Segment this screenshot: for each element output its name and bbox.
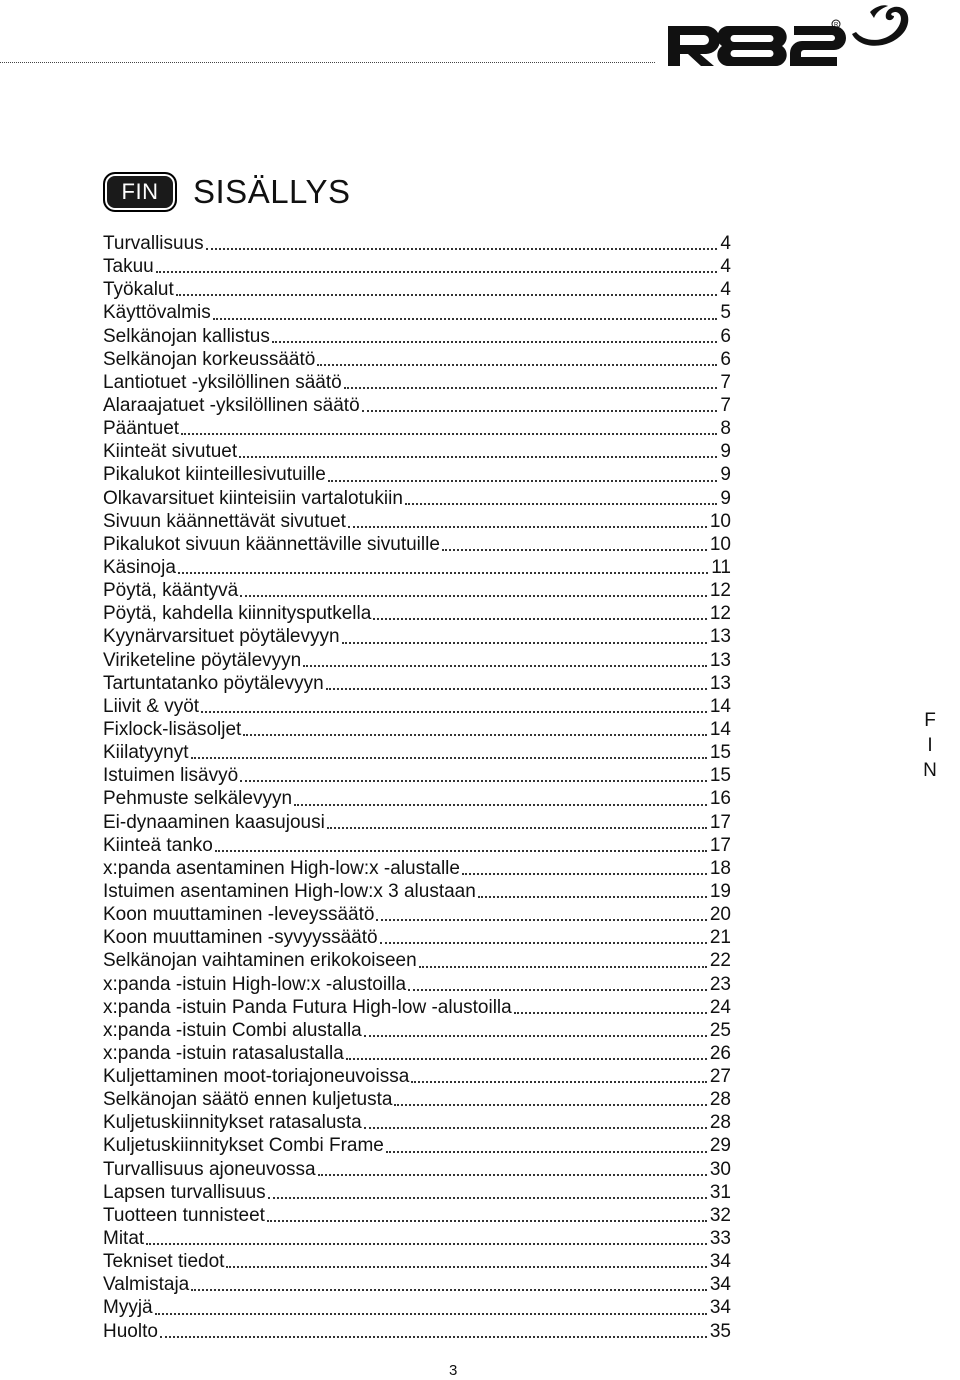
toc-entry-page: 17: [709, 811, 731, 833]
toc-leader-dots: [176, 293, 718, 296]
toc-entry[interactable]: [103, 1320, 731, 1343]
toc-entry-label: Mitat: [103, 1228, 145, 1250]
toc-leader-dots: [419, 965, 707, 968]
toc-entry-label: Ei-dynaaminen kaasujousi: [103, 811, 325, 833]
page-number: 3: [449, 1362, 458, 1379]
toc-leader-dots: [267, 1219, 707, 1222]
toc-entry[interactable]: [103, 232, 731, 255]
toc-entry[interactable]: [103, 741, 731, 764]
toc-entry-label: x:panda -istuin High-low:x -alustoilla: [103, 973, 407, 995]
toc-entry-label: Viriketeline pöytälevyyn: [103, 649, 302, 671]
toc-heading: [103, 170, 350, 214]
toc-entry[interactable]: [103, 278, 731, 301]
toc-entry-page: 13: [709, 626, 731, 648]
toc-entry[interactable]: [103, 1088, 731, 1111]
toc-entry[interactable]: [103, 301, 731, 324]
toc-entry-page: 25: [709, 1019, 731, 1041]
toc-entry-label: x:panda -istuin Combi alustalla: [103, 1019, 362, 1041]
toc-entry[interactable]: [103, 949, 731, 972]
toc-entry[interactable]: [103, 903, 731, 926]
toc-entry-page: 10: [709, 533, 731, 555]
toc-entry-page: 24: [709, 996, 731, 1018]
toc-entry-label: Koon muuttaminen -syvyyssäätö: [103, 927, 378, 949]
toc-entry[interactable]: [103, 1019, 731, 1042]
toc-entry-page: 4: [720, 256, 731, 278]
toc-entry-label: Alaraajatuet -yksilöllinen säätö: [103, 394, 360, 416]
toc-entry-label: Huolto: [103, 1320, 158, 1342]
toc-entry-label: Kyynärvarsituet pöytälevyyn: [103, 626, 340, 648]
toc-entry[interactable]: [103, 1273, 731, 1296]
toc-leader-dots: [303, 664, 707, 667]
toc-entry-label: Liivit & vyöt: [103, 695, 200, 717]
toc-entry-label: Selkänojan korkeussäätö: [103, 348, 316, 370]
toc-entry-label: Kiinteä tanko: [103, 834, 213, 856]
toc-leader-dots: [201, 710, 707, 713]
toc-entry-page: 31: [709, 1181, 731, 1203]
toc-leader-dots: [346, 1057, 707, 1060]
toc-entry-label: Työkalut: [103, 279, 174, 301]
toc-entry-label: Valmistaja: [103, 1274, 190, 1296]
toc-entry-page: 15: [709, 765, 731, 787]
toc-entry-label: Tartuntatanko pöytälevyyn: [103, 672, 324, 694]
toc-entry[interactable]: [103, 834, 731, 857]
toc-leader-dots: [146, 1242, 707, 1245]
toc-entry-page: 6: [720, 348, 731, 370]
toc-entry[interactable]: [103, 857, 731, 880]
toc-entry-page: 34: [709, 1274, 731, 1296]
toc-entry-label: Myyjä: [103, 1297, 153, 1319]
toc-entry[interactable]: [103, 625, 731, 648]
toc-leader-dots: [405, 502, 718, 505]
toc-leader-dots: [240, 779, 707, 782]
toc-entry-label: Kiinteät sivutuet: [103, 441, 238, 463]
table-of-contents: [103, 232, 731, 1343]
toc-leader-dots: [478, 895, 707, 898]
toc-entry[interactable]: [103, 1158, 731, 1181]
toc-leader-dots: [462, 872, 707, 875]
toc-leader-dots: [318, 1173, 707, 1176]
page-title: SISÄLLYS: [193, 173, 351, 210]
toc-entry-page: 16: [709, 788, 731, 810]
toc-entry-label: Tekniset tiedot: [103, 1251, 225, 1273]
toc-entry-label: Istuimen asentaminen High-low:x 3 alustaan: [103, 880, 476, 902]
toc-entry-label: Selkänojan vaihtaminen erikokoiseen: [103, 950, 417, 972]
toc-entry[interactable]: [103, 695, 731, 718]
toc-entry-page: 8: [720, 418, 731, 440]
toc-entry-label: x:panda -istuin ratasalustalla: [103, 1042, 344, 1064]
toc-entry-label: x:panda asentaminen High-low:x -alustalle: [103, 857, 460, 879]
toc-entry-label: Pikalukot sivuun käännettäville sivutuille: [103, 533, 440, 555]
toc-entry-page: 9: [720, 441, 731, 463]
toc-entry-label: Pöytä, kääntyvä: [103, 580, 239, 602]
toc-leader-dots: [386, 1150, 707, 1153]
toc-entry-page: 4: [720, 233, 731, 254]
toc-leader-dots: [348, 525, 707, 528]
toc-entry[interactable]: [103, 1181, 731, 1204]
toc-entry-page: 5: [720, 302, 731, 324]
toc-entry-page: 13: [709, 672, 731, 694]
toc-leader-dots: [411, 1080, 707, 1083]
toc-entry[interactable]: [103, 649, 731, 672]
toc-entry-page: 18: [709, 857, 731, 879]
toc-leader-dots: [362, 409, 718, 412]
toc-entry[interactable]: [103, 487, 731, 510]
toc-entry[interactable]: [103, 1111, 731, 1134]
toc-leader-dots: [376, 918, 706, 921]
toc-entry-page: 26: [709, 1042, 731, 1064]
toc-entry-label: Tuotteen tunnisteet: [103, 1204, 265, 1226]
toc-leader-dots: [408, 988, 707, 991]
toc-entry-label: Pöytä, kahdella kiinnitysputkella: [103, 603, 372, 625]
toc-entry-label: Selkänojan kallistus: [103, 325, 270, 347]
toc-leader-dots: [442, 548, 707, 551]
toc-entry-label: Koon muuttaminen -leveyssäätö: [103, 904, 375, 926]
toc-entry[interactable]: [103, 764, 731, 787]
toc-leader-dots: [364, 1034, 707, 1037]
toc-entry-label: Kuljettaminen moot-toriajoneuvoissa: [103, 1066, 410, 1088]
toc-entry-label: x:panda -istuin Panda Futura High-low -alustoilla: [103, 996, 512, 1018]
toc-leader-dots: [268, 1196, 707, 1199]
toc-entry-label: Lantiotuet -yksilöllinen säätö: [103, 371, 342, 393]
toc-entry-page: 7: [720, 371, 731, 393]
toc-entry-page: 33: [709, 1228, 731, 1250]
toc-entry[interactable]: [103, 1250, 731, 1273]
toc-entry[interactable]: [103, 602, 731, 625]
toc-leader-dots: [178, 571, 708, 574]
toc-leader-dots: [156, 270, 718, 273]
toc-entry[interactable]: [103, 1134, 731, 1157]
toc-entry-label: Fixlock-lisäsoljet: [103, 718, 242, 740]
toc-entry-label: Olkavarsituet kiinteisiin vartalotukiin: [103, 487, 403, 509]
toc-entry-page: 32: [709, 1204, 731, 1226]
toc-entry[interactable]: [103, 1042, 731, 1065]
toc-leader-dots: [380, 941, 707, 944]
toc-entry-page: 34: [709, 1297, 731, 1319]
toc-entry-page: 12: [709, 603, 731, 625]
toc-entry-label: Pikalukot kiinteillesivutuille: [103, 464, 326, 486]
toc-entry[interactable]: [103, 996, 731, 1019]
toc-leader-dots: [181, 432, 717, 435]
toc-entry-label: Turvallisuus: [103, 233, 204, 254]
toc-leader-dots: [394, 1103, 706, 1106]
toc-entry-page: 9: [720, 487, 731, 509]
toc-entry[interactable]: [103, 394, 731, 417]
toc-entry[interactable]: [103, 926, 731, 949]
toc-entry[interactable]: [103, 325, 731, 348]
toc-entry[interactable]: [103, 1204, 731, 1227]
toc-leader-dots: [191, 1288, 707, 1291]
language-badge: FIN: [103, 172, 177, 212]
toc-entry[interactable]: [103, 1065, 731, 1088]
toc-entry-page: 28: [709, 1112, 731, 1134]
toc-entry-page: 15: [709, 742, 731, 764]
toc-entry-page: 19: [709, 880, 731, 902]
toc-entry-page: 6: [720, 325, 731, 347]
toc-leader-dots: [206, 247, 718, 250]
toc-leader-dots: [514, 1011, 707, 1014]
toc-entry-page: 29: [709, 1135, 731, 1157]
toc-leader-dots: [213, 317, 718, 320]
toc-entry-page: 4: [720, 279, 731, 301]
toc-entry-label: Lapsen turvallisuus: [103, 1181, 266, 1203]
toc-leader-dots: [364, 1126, 707, 1129]
toc-leader-dots: [327, 826, 707, 829]
toc-entry-label: Takuu: [103, 256, 154, 278]
header-dotted-rule: [0, 62, 655, 63]
toc-leader-dots: [294, 803, 707, 806]
toc-entry-page: 10: [709, 510, 731, 532]
toc-leader-dots: [215, 849, 707, 852]
toc-entry-label: Turvallisuus ajoneuvossa: [103, 1158, 316, 1180]
toc-entry-page: 23: [709, 973, 731, 995]
toc-entry[interactable]: [103, 718, 731, 741]
toc-entry-label: Pääntuet: [103, 418, 180, 440]
toc-entry-label: Kiilatyynyt: [103, 742, 189, 764]
toc-entry[interactable]: [103, 371, 731, 394]
toc-leader-dots: [160, 1335, 707, 1338]
toc-entry-page: 12: [709, 580, 731, 602]
toc-leader-dots: [191, 756, 707, 759]
toc-entry-page: 20: [709, 904, 731, 926]
toc-leader-dots: [155, 1312, 707, 1315]
toc-leader-dots: [326, 687, 707, 690]
toc-entry-page: 14: [709, 718, 731, 740]
toc-entry-page: 17: [709, 834, 731, 856]
toc-entry-page: 30: [709, 1158, 731, 1180]
toc-entry-page: 13: [709, 649, 731, 671]
toc-entry-page: 14: [709, 695, 731, 717]
toc-entry-page: 27: [709, 1066, 731, 1088]
side-tab-letter: F: [924, 710, 936, 731]
toc-entry-label: Sivuun käännettävät sivutuet: [103, 510, 346, 532]
svg-text:R: R: [834, 22, 839, 29]
toc-entry-label: Istuimen lisävyö: [103, 765, 239, 787]
toc-leader-dots: [240, 594, 707, 597]
toc-entry[interactable]: [103, 1296, 731, 1319]
toc-entry[interactable]: [103, 440, 731, 463]
toc-leader-dots: [272, 340, 718, 343]
toc-entry-page: 22: [709, 950, 731, 972]
toc-leader-dots: [243, 733, 707, 736]
toc-entry-label: Käsinoja: [103, 556, 176, 578]
toc-entry[interactable]: [103, 417, 731, 440]
toc-leader-dots: [344, 386, 718, 389]
toc-entry[interactable]: [103, 463, 731, 486]
toc-entry-label: Selkänojan säätö ennen kuljetusta: [103, 1089, 393, 1111]
toc-leader-dots: [342, 641, 707, 644]
toc-entry[interactable]: [103, 556, 731, 579]
toc-entry-page: 21: [709, 927, 731, 949]
toc-entry[interactable]: [103, 533, 731, 556]
toc-entry[interactable]: [103, 348, 731, 371]
toc-entry-label: Kuljetuskiinnitykset ratasalusta: [103, 1112, 362, 1134]
toc-entry-page: 34: [709, 1251, 731, 1273]
toc-entry-page: 7: [720, 394, 731, 416]
toc-leader-dots: [317, 363, 717, 366]
r82-logo: [664, 4, 914, 70]
toc-entry-page: 28: [709, 1089, 731, 1111]
toc-entry-label: Pehmuste selkälevyyn: [103, 788, 293, 810]
toc-entry[interactable]: [103, 579, 731, 602]
toc-entry[interactable]: [103, 510, 731, 533]
toc-entry[interactable]: [103, 787, 731, 810]
toc-entry[interactable]: [103, 1227, 731, 1250]
language-side-tab: [917, 708, 943, 783]
toc-entry[interactable]: [103, 973, 731, 996]
toc-entry[interactable]: [103, 672, 731, 695]
side-tab-letter: N: [923, 760, 937, 781]
side-tab-letter: I: [927, 735, 933, 756]
toc-leader-dots: [373, 617, 707, 620]
r82-logo-graphic: [664, 4, 914, 70]
toc-entry[interactable]: [103, 880, 731, 903]
toc-entry-label: Käyttövalmis: [103, 302, 211, 324]
toc-entry-page: 35: [709, 1320, 731, 1342]
toc-entry-label: Kuljetuskiinnitykset Combi Frame: [103, 1135, 384, 1157]
toc-entry-page: 9: [720, 464, 731, 486]
toc-entry[interactable]: [103, 811, 731, 834]
toc-leader-dots: [239, 455, 717, 458]
toc-leader-dots: [226, 1265, 706, 1268]
toc-leader-dots: [328, 479, 718, 482]
toc-entry-page: 11: [711, 556, 731, 578]
toc-entry[interactable]: [103, 255, 731, 278]
